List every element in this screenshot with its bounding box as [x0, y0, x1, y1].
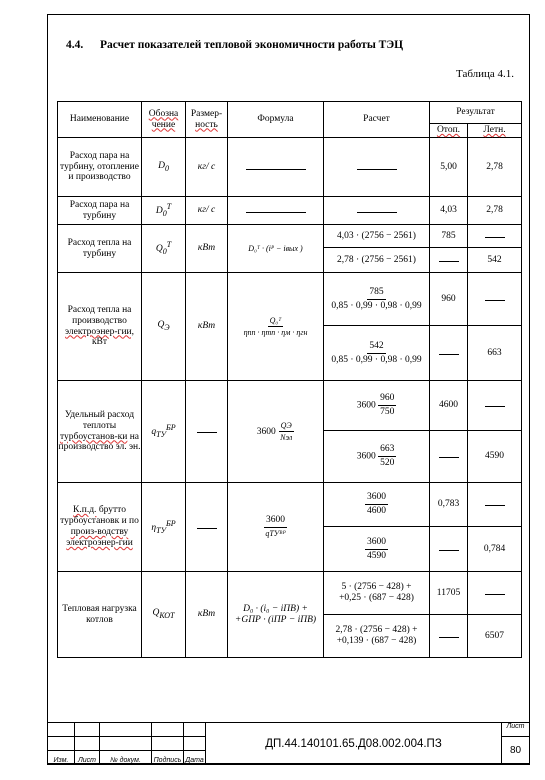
row-unit-empty [186, 381, 228, 483]
table-row [58, 483, 522, 527]
row-formula [228, 138, 324, 197]
page-number: 80 [502, 737, 530, 765]
row-heating-empty [430, 615, 468, 658]
row-heating-value: 960 [430, 273, 468, 326]
table-caption: Таблица 4.1. [456, 68, 515, 80]
section-number: 4.4. [66, 39, 84, 51]
row-formula: D₀ · (i₀ − iПВ) + +GПР · (iПР − iПВ) [228, 572, 324, 658]
row-summer-value: 2,78 [468, 197, 522, 225]
row-summer-value: 0,784 [468, 527, 522, 572]
header-heating: Отоп. [430, 124, 468, 138]
row-calc [324, 138, 430, 197]
row-summer-value: 4590 [468, 431, 522, 483]
row-calc-heating: 5 · (2756 − 428) + +0,25 · (687 − 428) [324, 572, 430, 615]
table-row [58, 225, 522, 248]
row-formula: 3600 $\frac{QЭ}{\text{Nэл}}$ [228, 381, 324, 483]
row-heating-value: 4,03 [430, 197, 468, 225]
header-calc: Расчет [324, 102, 430, 138]
row-symbol: $Q_0^Т$ [142, 225, 186, 273]
sheet-label: Лист [502, 723, 530, 737]
row-name: Расход пара на турбину, отопление и производство [58, 138, 142, 197]
row-calc-heating: 4,03 · (2756 − 2561) [324, 225, 430, 248]
stamp-date: Дата [184, 751, 206, 765]
row-calc-summer: $\frac{542}{0,85 \cdot 0,99 \cdot 0,98 \cdot 0,99}$ [324, 326, 430, 381]
stamp-sign: Подпись [152, 751, 184, 765]
row-summer-empty [468, 483, 522, 527]
table-row [58, 273, 522, 326]
stamp-list: Лист [75, 751, 100, 765]
row-name: Расход пара на турбину [58, 197, 142, 225]
table-row [58, 138, 522, 197]
header-result: Результат [430, 102, 522, 124]
stamp-izm: Изм. [48, 751, 75, 765]
row-heating-value: 0,783 [430, 483, 468, 527]
row-name: Расход тепла на турбину [58, 225, 142, 273]
row-summer-empty [468, 381, 522, 431]
table-row [58, 197, 522, 225]
row-calc-summer: 2,78 · (2756 − 2561) [324, 248, 430, 273]
row-calc-summer: 2,78 · (2756 − 428) + +0,139 · (687 − 428) [324, 615, 430, 658]
row-symbol: $Q_Э$ [142, 273, 186, 381]
row-heating-value: 785 [430, 225, 468, 248]
row-unit: кВт [186, 572, 228, 658]
row-summer-empty [468, 225, 522, 248]
row-calc-summer: 3600 $\frac{663}{520}$ [324, 431, 430, 483]
row-formula: D₀ᵀ · (iᴾ − iвых ) [228, 225, 324, 273]
row-heating-value: 11705 [430, 572, 468, 615]
row-symbol: $\eta_{ТУ}^{БР}$ [142, 483, 186, 572]
row-summer-empty [468, 572, 522, 615]
row-symbol: $Q_{КОТ}$ [142, 572, 186, 658]
row-summer-value: 542 [468, 248, 522, 273]
row-unit-empty [186, 483, 228, 572]
row-symbol: $D_0^Т$ [142, 197, 186, 225]
header-designation: Обозна чение [142, 102, 186, 138]
table-row [58, 572, 522, 615]
row-heating-value: 4600 [430, 381, 468, 431]
header-name: Наименование [58, 102, 142, 138]
row-unit: кВт [186, 225, 228, 273]
row-formula [228, 197, 324, 225]
row-unit: кВт [186, 273, 228, 381]
row-heating-empty [430, 431, 468, 483]
row-summer-empty [468, 273, 522, 326]
row-heating-value: 5,00 [430, 138, 468, 197]
row-symbol: $D_0$ [142, 138, 186, 197]
header-dimension: Размер- ность [186, 102, 228, 138]
calc-table [57, 101, 522, 658]
row-formula: $\frac{\text{Q₀ᵀ}}{\text{ηпп · ηтп · ηм · ηгн}}$ [228, 273, 324, 381]
table-row [58, 381, 522, 431]
document-code: ДП.44.140101.65.Д08.002.004.ПЗ [206, 723, 502, 765]
row-summer-value: 663 [468, 326, 522, 381]
row-name: К.п.д. брутто турбоустановк и по произ-водству электроэнер-гии [58, 483, 142, 572]
section-title: Расчет показателей тепловой экономичности работы ТЭЦ [100, 39, 404, 51]
row-calc-heating: 3600 $\frac{960}{750}$ [324, 381, 430, 431]
stamp-doc: № докум. [100, 751, 152, 765]
row-summer-value: 6507 [468, 615, 522, 658]
row-calc-heating: $\frac{785}{0,85 \cdot 0,99 \cdot 0,98 \cdot 0,99}$ [324, 273, 430, 326]
row-calc-summer: $\frac{3600}{4590}$ [324, 527, 430, 572]
row-unit: кг/ с [186, 197, 228, 225]
row-symbol: $q_{ТУ}^{БР}$ [142, 381, 186, 483]
row-formula: $\frac{3600}{\text{qТУᴮᴾ}}$ [228, 483, 324, 572]
header-formula: Формула [228, 102, 324, 138]
header-summer: Летн. [468, 124, 522, 138]
row-name: Тепловая нагрузка котлов [58, 572, 142, 658]
title-block [47, 722, 530, 764]
section-heading [66, 39, 403, 51]
row-heating-empty [430, 527, 468, 572]
row-unit: кг/ с [186, 138, 228, 197]
row-summer-value: 2,78 [468, 138, 522, 197]
row-calc-heating: $\frac{3600}{4600}$ [324, 483, 430, 527]
row-heating-empty [430, 248, 468, 273]
row-calc [324, 197, 430, 225]
row-name: Удельный расход теплоты турбоустанов-ки на производство эл. эн. [58, 381, 142, 483]
row-name: Расход тепла на производство электроэнер-гии, кВт [58, 273, 142, 381]
row-heating-empty [430, 326, 468, 381]
